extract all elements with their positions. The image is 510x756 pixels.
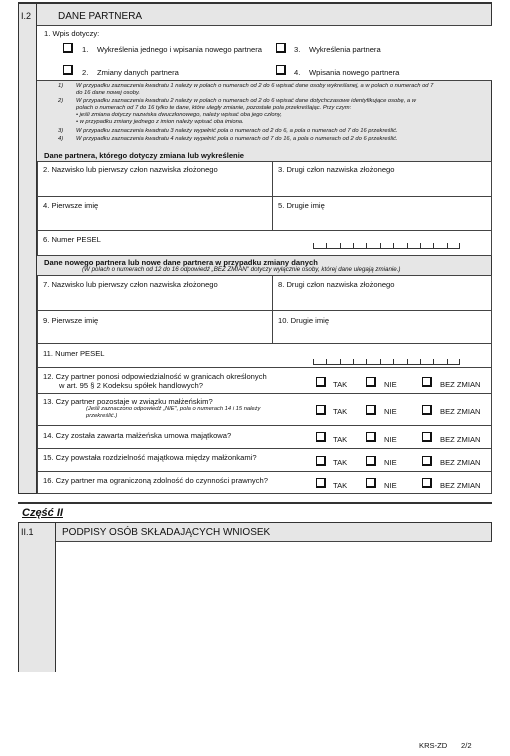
page-number: 2/2 [461, 741, 472, 750]
q13-nie-checkbox[interactable] [366, 405, 376, 415]
q16-bez-zmian-checkbox[interactable] [422, 478, 432, 488]
option-1-checkbox[interactable] [63, 43, 73, 53]
pesel-cells-6 [313, 243, 460, 249]
q15-bez-zmian-checkbox[interactable] [422, 456, 432, 466]
option-3-checkbox[interactable] [276, 43, 286, 53]
q16-nie-checkbox[interactable] [366, 478, 376, 488]
q15-nie-checkbox[interactable] [366, 456, 376, 466]
q14-bez-zmian-checkbox[interactable] [422, 432, 432, 442]
option-4-checkbox[interactable] [276, 65, 286, 75]
section-ii1-heading: PODPISY OSÓB SKŁADAJĄCYCH WNIOSEK [62, 527, 271, 538]
form-code: KRS-ZD [419, 741, 448, 750]
section-number: I.2 [21, 11, 32, 21]
q12-bez-zmian-checkbox[interactable] [422, 377, 432, 387]
section-ii1-number: II.1 [21, 527, 34, 537]
q14-nie-checkbox[interactable] [366, 432, 376, 442]
option-3-label: Wykreślenia partnera [309, 45, 381, 54]
q1-label: 1. Wpis dotyczy: [44, 29, 100, 38]
option-1-num: 1. [82, 45, 89, 54]
option-3-num: 3. [294, 45, 301, 54]
section-title: DANE PARTNERA [58, 11, 143, 22]
signatures-area[interactable] [56, 541, 492, 672]
q13-bez-zmian-checkbox[interactable] [422, 405, 432, 415]
new-partner-subheader: (W polach o numerach od 12 do 16 odpowiedź „BEZ ZMIAN" dotyczy wyłącznie osoby, której dane ulegają zmianie.) [82, 266, 401, 273]
q13-tak-checkbox[interactable] [316, 405, 326, 415]
q16-tak-checkbox[interactable] [316, 478, 326, 488]
removal-subsection-header: Dane partnera, którego dotyczy zmiana lub wykreślenie [44, 151, 245, 160]
q12-nie-checkbox[interactable] [366, 377, 376, 387]
q14-tak-checkbox[interactable] [316, 432, 326, 442]
pesel-cells-11 [313, 359, 460, 365]
option-4-label: Wpisania nowego partnera [309, 68, 400, 77]
option-2-checkbox[interactable] [63, 65, 73, 75]
option-2-num: 2. [82, 68, 89, 77]
part-ii-title: Część II [22, 507, 63, 519]
new-partner-header: Dane nowego partnera lub nowe dane partnera w przypadku zmiany danych [44, 258, 318, 267]
option-2-label: Zmiany danych partnera [97, 68, 179, 77]
q12-tak-checkbox[interactable] [316, 377, 326, 387]
option-1-label: Wykreślenia jednego i wpisania nowego partnera [97, 45, 262, 54]
q15-tak-checkbox[interactable] [316, 456, 326, 466]
option-4-num: 4. [294, 68, 301, 77]
